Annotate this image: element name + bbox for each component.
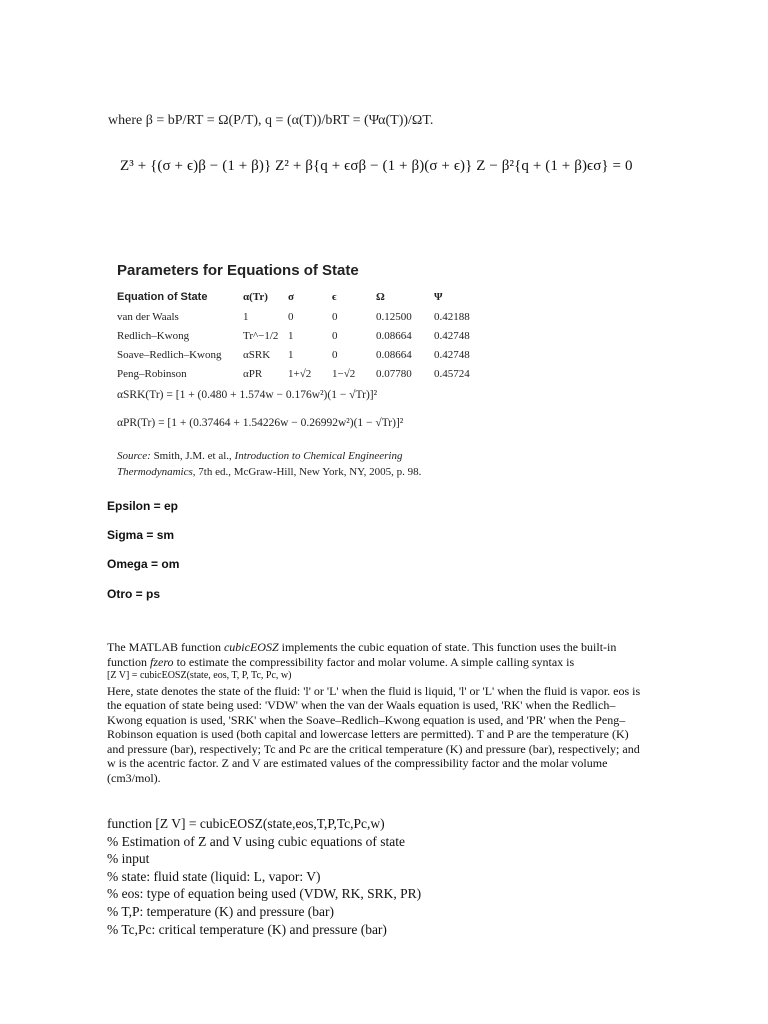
header-psi: Ψ: [434, 291, 443, 303]
source-title: Introduction to Chemical Engineering Thermodynamics: [117, 450, 403, 478]
text: implements the cubic equation of state. This function uses the built-in function: [107, 640, 617, 669]
table-title: Parameters for Equations of State: [117, 262, 359, 279]
abbreviation-omega: Omega = om: [107, 557, 180, 571]
code-line: % eos: type of equation being used (VDW, RK, SRK, PR): [107, 886, 422, 902]
code-line: % state: fluid state (liquid: L, vapor: V): [107, 868, 321, 884]
header-alpha: α(Tr): [243, 291, 268, 303]
cell: 0.07780: [376, 367, 412, 380]
cell: 0.42188: [434, 310, 470, 323]
abbreviation-otro: Otro = ps: [107, 587, 161, 601]
function-description: [107, 640, 647, 785]
cell: 0: [288, 310, 294, 323]
header-equation: Equation of State: [117, 291, 208, 303]
abbreviation-epsilon: Epsilon = ep: [107, 499, 179, 513]
cell: Soave–Redlich–Kwong: [117, 348, 222, 361]
cell: 1: [288, 329, 294, 342]
cubic-equation: Z³ + {(σ + ϵ)β − (1 + β)} Z² + β{q + ϵσβ − (1 + β)(σ + ϵ)} Z − β²{q + (1 + β)ϵσ} = 0: [120, 158, 633, 174]
text: to estimate the compressibility factor and molar volume. A simple calling syntax is: [173, 654, 575, 669]
cell: 0.12500: [376, 310, 412, 323]
code-listing: [107, 815, 421, 938]
calling-syntax: [Z V] = cubicEOSZ(state, eos, T, P, Tc, Pc, w): [107, 670, 292, 681]
cell: 0.08664: [376, 348, 412, 361]
source-citation: [117, 448, 467, 480]
cell: 1: [243, 310, 249, 323]
code-line: % Estimation of Z and V using cubic equations of state: [107, 833, 405, 849]
cell: Redlich–Kwong: [117, 329, 190, 342]
cell: 0.42748: [434, 348, 470, 361]
cell: 1−√2: [332, 367, 356, 380]
table-header-row: [117, 287, 484, 307]
header-epsilon: ϵ: [332, 291, 337, 303]
alpha-pr-formula: αPR(Tr) = [1 + (0.37464 + 1.54226w − 0.26992w²)(1 − √Tr)]²: [117, 417, 404, 429]
where-definition: where β = bP/RT = Ω(P/T), q = (α(T))/bRT = (Ψα(T))/ΩT.: [108, 113, 434, 128]
header-sigma: σ: [288, 291, 294, 303]
source-label: Source:: [117, 450, 151, 462]
table-row: [117, 345, 484, 364]
abbreviation-sigma: Sigma = sm: [107, 528, 175, 542]
text: The MATLAB function: [107, 640, 224, 654]
cell: 0.45724: [434, 367, 470, 380]
alpha-srk-formula: αSRK(Tr) = [1 + (0.480 + 1.574w − 0.176w²)(1 − √Tr)]²: [117, 389, 378, 401]
function-name: fzero: [150, 654, 174, 669]
parameters-table: [117, 287, 484, 383]
cell: 1+√2: [288, 367, 312, 380]
cell: 0.08664: [376, 329, 412, 342]
cell: Peng–Robinson: [117, 367, 187, 380]
header-omega: Ω: [376, 291, 385, 303]
cell: 0: [332, 310, 338, 323]
source-details: , 7th ed., McGraw-Hill, New York, NY, 2005, p. 98.: [192, 466, 422, 478]
table-row: [117, 364, 484, 383]
table-row: [117, 307, 484, 326]
description-paragraph: [107, 640, 647, 669]
cell: αSRK: [243, 348, 271, 361]
code-line: % Tc,Pc: critical temperature (K) and pressure (bar): [107, 921, 387, 937]
code-line: % T,P: temperature (K) and pressure (bar): [107, 903, 335, 919]
source-authors: Smith, J.M. et al.,: [153, 450, 232, 462]
cell: 1: [288, 348, 294, 361]
cell: Tr^−1/2: [243, 329, 279, 342]
code-line: function [Z V] = cubicEOSZ(state,eos,T,P,Tc,Pc,w): [107, 816, 385, 831]
code-line: % input: [107, 851, 150, 867]
cell: van der Waals: [117, 310, 179, 323]
cell: 0.42748: [434, 329, 470, 342]
function-name: cubicEOSZ: [223, 640, 279, 654]
cell: 0: [332, 329, 338, 342]
table-row: [117, 326, 484, 345]
cell: αPR: [243, 367, 263, 380]
description-paragraph: Here, state denotes the state of the fluid: 'l' or 'L' when the fluid is liquid, 'l' or 'L' when the fluid is vapor. eos is the equation of state being used: 'VDW' when the van der Waals equation is used, 'RK' when the Redlich–Kwong equation is used, 'SRK' when the Soave–Redlich–Kwong equation is used, and 'PR' when the Peng–Robinson equation is used (both capital and lowercase letters are permitted). T and P are the temperature (K) and pressure (bar), respectively; Tc and Pc are the critical temperature (K) and pressure (bar), respectively; and w is the acentric factor. Z and V are estimated values of the compressibility factor and the molar volume (cm3/mol).: [107, 683, 641, 785]
cell: 0: [332, 348, 338, 361]
